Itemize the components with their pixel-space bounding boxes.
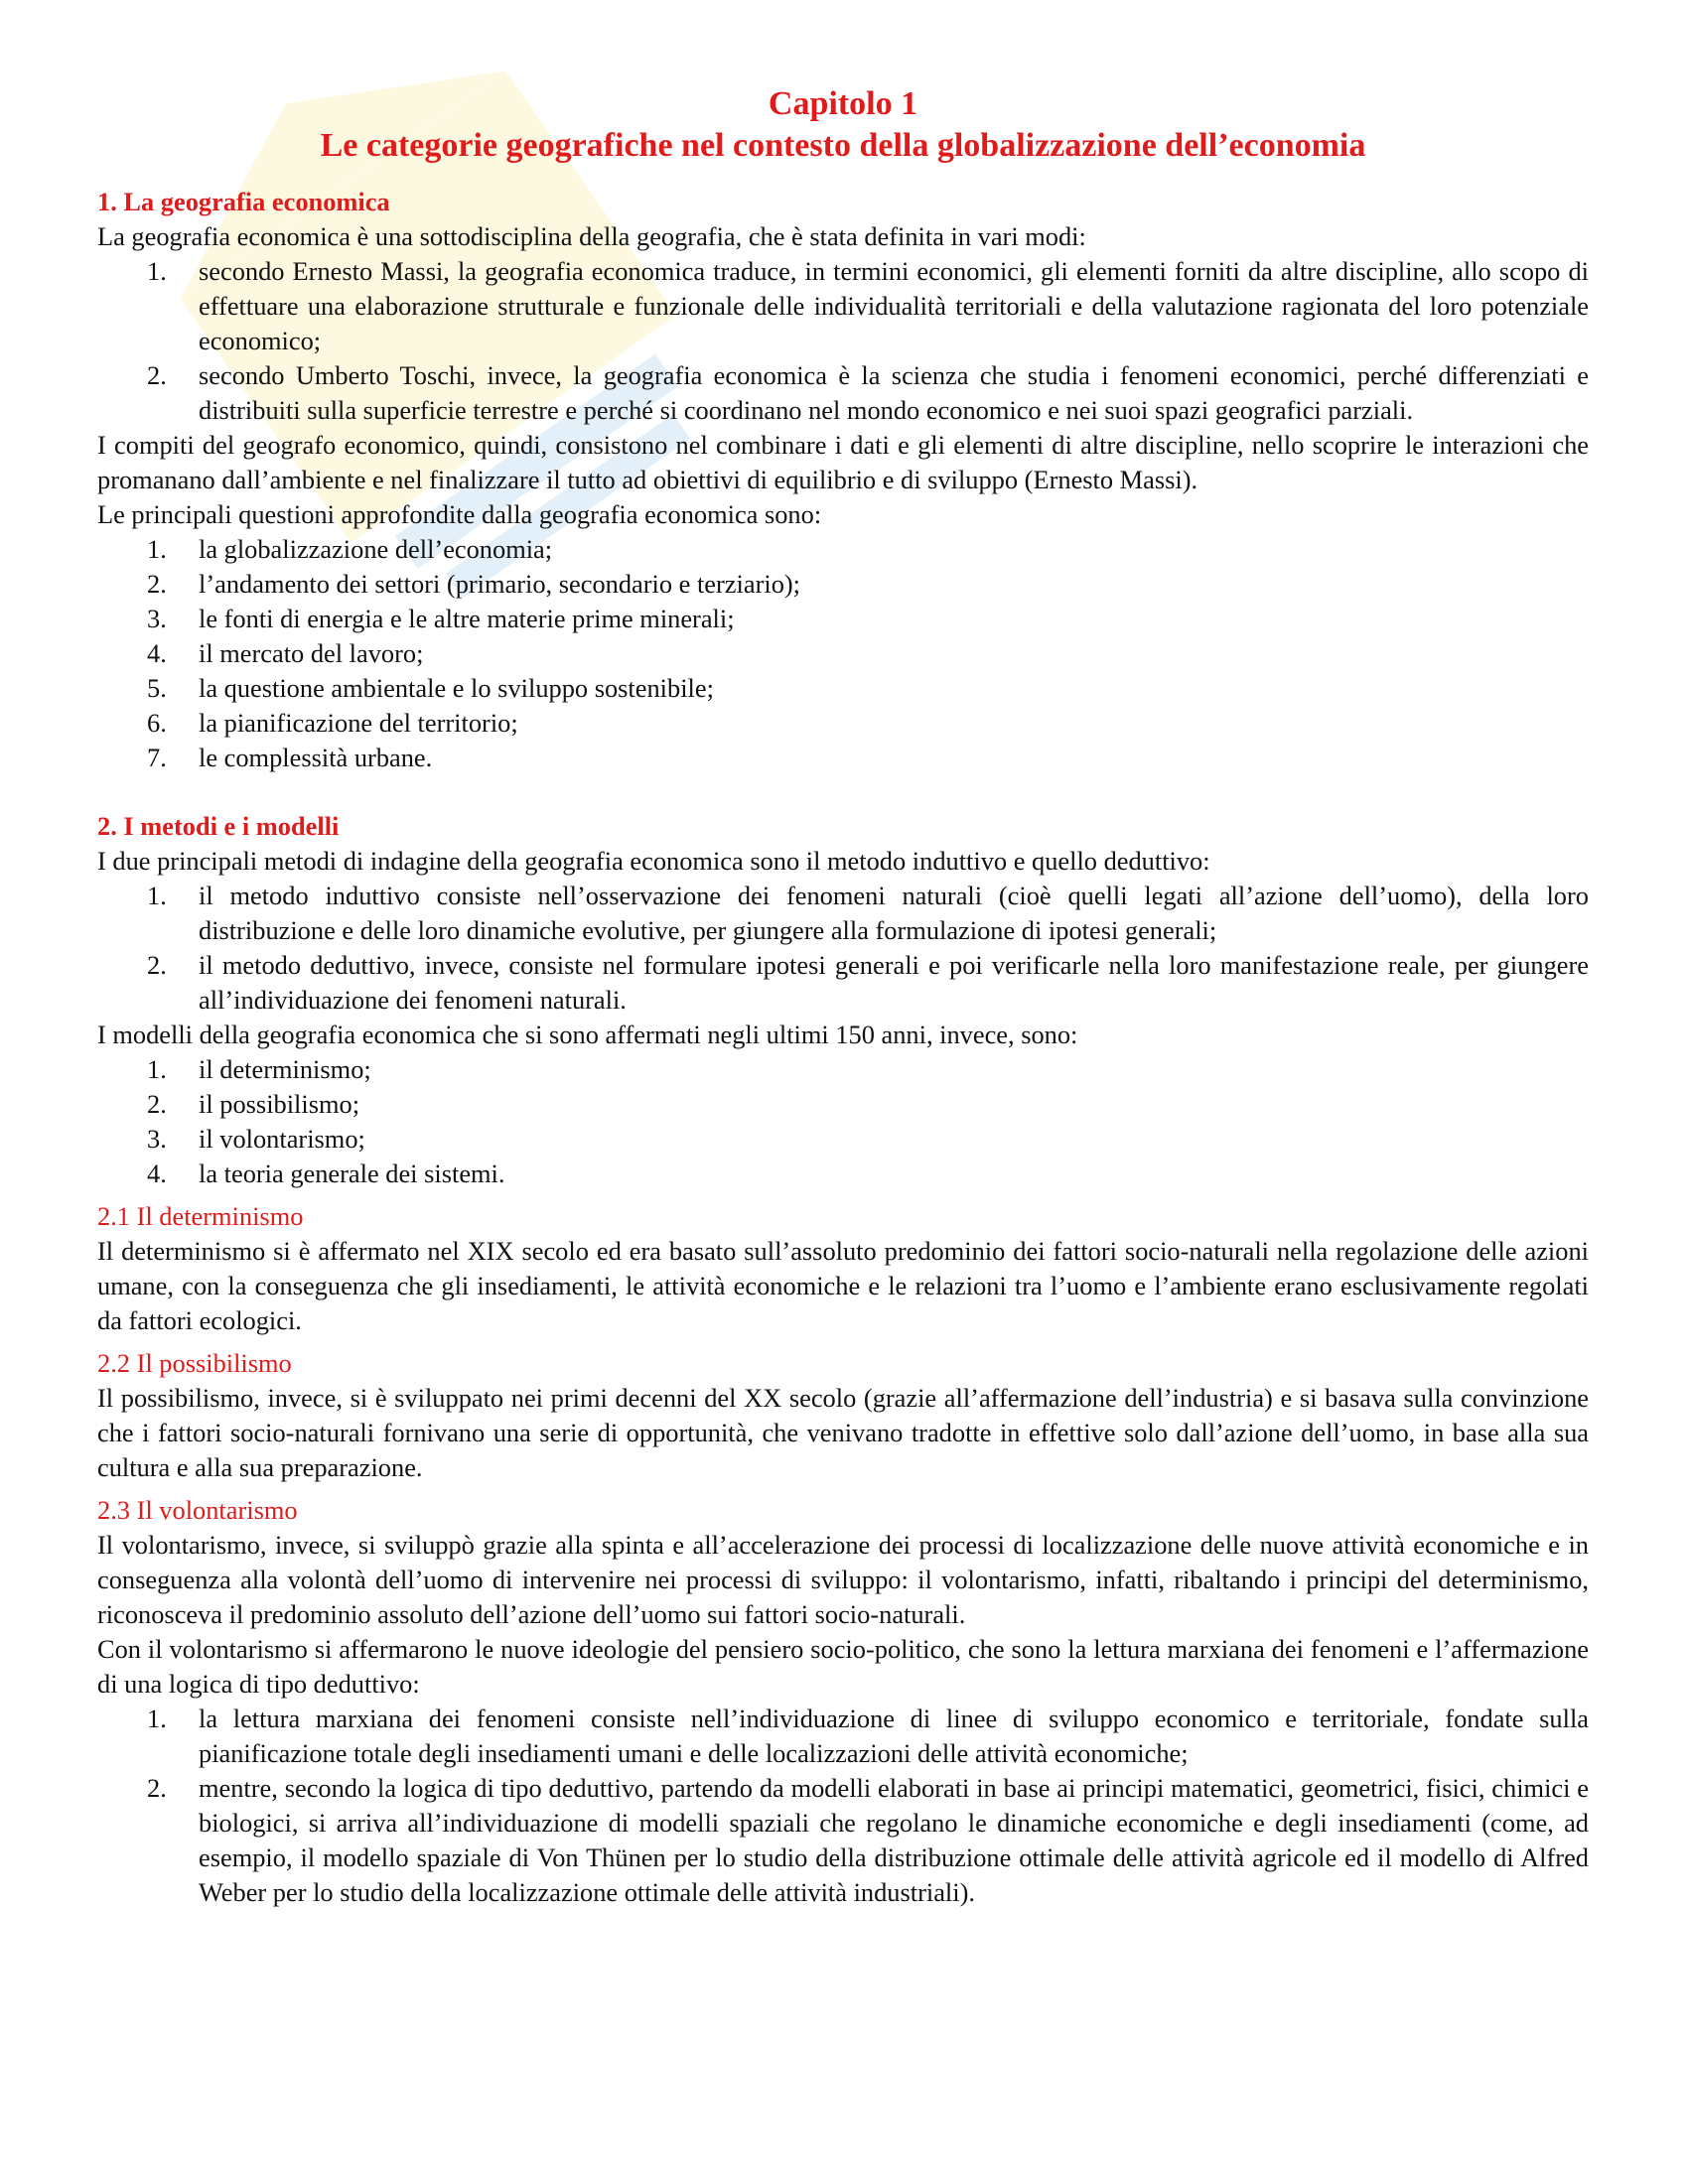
- determinism-paragraph: Il determinismo si è affermato nel XIX secolo ed era basato sull’assoluto predominio dei fattori socio-naturali nella regolazione delle azioni umane, con la conseguenza che gli insediamenti, le attività economiche e le relazioni tra l’uomo e l’ambiente erano esclusivamente regolati da fattori ecologici.: [97, 1236, 1589, 1335]
- subsection-heading-2-1: 2.1 Il determinismo: [97, 1201, 304, 1231]
- ideologies-list: [97, 1702, 1589, 1910]
- chapter-title: Le categorie geografiche nel contesto della globalizzazione dell’economia: [320, 127, 1366, 164]
- list-item: 1. secondo Ernesto Massi, la geografia economica traduce, in termini economici, gli elementi forniti da altre discipline, allo scopo di effettuare una elaborazione strutturale e funzionale delle individualità territoriali e della valutazione ragionata del loro potenziale economico;: [147, 256, 1589, 355]
- list-item: 1. la globalizzazione dell’economia;: [147, 534, 553, 564]
- list-item: 2. il metodo deduttivo, invece, consiste nel formulare ipotesi generali e poi verificarle nella loro manifestazione reale, per giungere all’individuazione dei fenomeni naturali.: [147, 950, 1589, 1015]
- issues-intro: Le principali questioni approfondite dalla geografia economica sono:: [97, 499, 822, 529]
- issues-list: [97, 532, 1589, 775]
- models-intro: I modelli della geografia economica che si sono affermati negli ultimi 150 anni, invece, sono:: [97, 1020, 1078, 1049]
- methods-list: [97, 879, 1589, 1018]
- list-item: 1. la lettura marxiana dei fenomeni consiste nell’individuazione di linee di sviluppo economico e territoriale, fondate sulla pianificazione totale degli insediamenti umani e delle localizzazioni delle attività economiche;: [147, 1704, 1589, 1768]
- definitions-list: [97, 254, 1589, 428]
- list-item: 1. il determinismo;: [147, 1054, 371, 1084]
- section-heading-1: 1. La geografia economica: [97, 187, 390, 216]
- list-item: 2. il possibilismo;: [147, 1089, 360, 1119]
- ideologies-paragraph: Con il volontarismo si affermarono le nuove ideologie del pensiero socio-politico, che sono la lettura marxiana dei fenomeni e l’affermazione di una logica di tipo deduttivo:: [97, 1634, 1589, 1699]
- list-item: 1. il metodo induttivo consiste nell’osservazione dei fenomeni naturali (cioè quelli legati all’azione dell’uomo), della loro distribuzione e delle loro dinamiche evolutive, per giungere alla formulazione di ipotesi generali;: [147, 881, 1589, 945]
- list-item: 3. il volontarismo;: [147, 1124, 365, 1154]
- list-item: 5. la questione ambientale e lo sviluppo sostenibile;: [147, 673, 714, 703]
- possibilism-paragraph: Il possibilismo, invece, si è sviluppato nei primi decenni del XX secolo (grazie all’affermazione dell’industria) e si basava sulla convinzione che i fattori socio-naturali fornivano una serie di opportunità, che venivano tradotte in effettive solo dall’azione dell’uomo, in base alla sua cultura e alla sua preparazione.: [97, 1383, 1589, 1482]
- document-page: [97, 83, 1589, 1910]
- list-item: 2. l’andamento dei settori (primario, secondario e terziario);: [147, 569, 801, 599]
- section-1-intro: La geografia economica è una sottodisciplina della geografia, che è stata definita in vari modi:: [97, 221, 1086, 251]
- chapter-number: Capitolo 1: [768, 85, 918, 122]
- list-item: 7. le complessità urbane.: [147, 743, 433, 772]
- chapter-header: [97, 83, 1589, 167]
- list-item: 4. la teoria generale dei sistemi.: [147, 1159, 505, 1188]
- tasks-paragraph: I compiti del geografo economico, quindi, consistono nel combinare i dati e gli elementi di altre discipline, nello scoprire le interazioni che promanano dall’ambiente e nel finalizzare il tutto ad obiettivi di equilibrio e di sviluppo (Ernesto Massi).: [97, 430, 1589, 494]
- models-list: [97, 1052, 1589, 1191]
- subsection-heading-2-2: 2.2 Il possibilismo: [97, 1348, 292, 1378]
- methods-intro: I due principali metodi di indagine della geografia economica sono il metodo induttivo e quello deduttivo:: [97, 846, 1210, 876]
- voluntarism-paragraph: Il volontarismo, invece, si sviluppò grazie alla spinta e all’accelerazione dei processi di localizzazione delle nuove attività economiche e in conseguenza alla volontà dell’uomo di intervenire nei processi di sviluppo: il volontarismo, infatti, ribaltando i principi del determinismo, riconosceva il predominio assoluto dell’azione dell’uomo sui fattori socio-naturali.: [97, 1530, 1589, 1629]
- section-heading-2: 2. I metodi e i modelli: [97, 811, 340, 841]
- list-item: 2. secondo Umberto Toschi, invece, la geografia economica è la scienza che studia i fenomeni economici, perché differenziati e distribuiti sulla superficie terrestre e perché si coordinano nel mondo economico e nei suoi spazi geografici parziali.: [147, 360, 1589, 425]
- list-item: 6. la pianificazione del territorio;: [147, 708, 518, 738]
- section-spacer: [97, 775, 1589, 809]
- list-item: 2. mentre, secondo la logica di tipo deduttivo, partendo da modelli elaborati in base ai principi matematici, geometrici, fisici, chimici e biologici, si arriva all’individuazione di modelli spaziali che regolano le dinamiche economiche e degli insediamenti (come, ad esempio, il modello spaziale di Von Thünen per lo studio della distribuzione ottimale delle attività agricole ed il modello di Alfred Weber per lo studio della localizzazione ottimale delle attività industriali).: [147, 1773, 1589, 1907]
- list-item: 4. il mercato del lavoro;: [147, 638, 424, 668]
- list-item: 3. le fonti di energia e le altre materie prime minerali;: [147, 604, 735, 633]
- subsection-heading-2-3: 2.3 Il volontarismo: [97, 1495, 298, 1525]
